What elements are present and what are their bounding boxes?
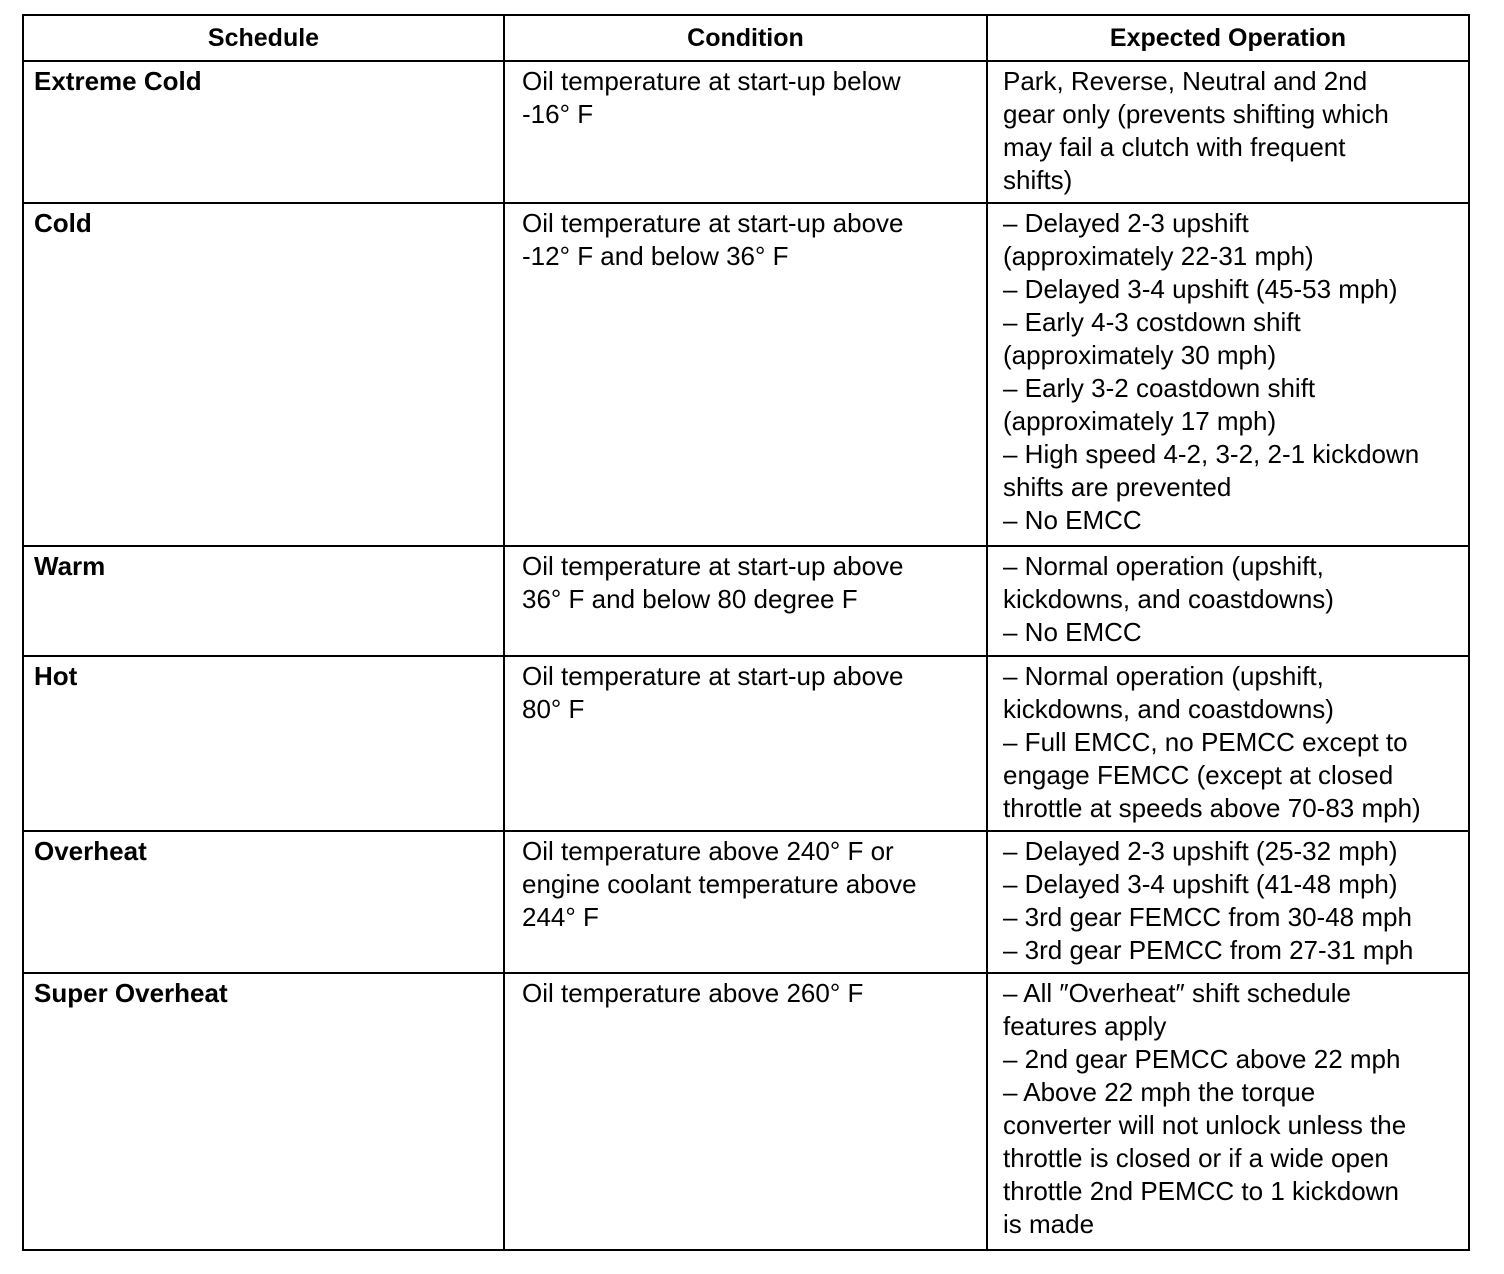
- operation-cell: – Normal operation (upshift, kickdowns, and coastdowns) – Full EMCC, no PEMCC except to engage FEMCC (except at closed throttle at speeds above 70-83 mph): [987, 656, 1469, 831]
- condition-cell: Oil temperature at start-up above 80° F: [504, 656, 987, 831]
- condition-cell: Oil temperature at start-up above 36° F and below 80 degree F: [504, 546, 987, 656]
- schedule-cell: Hot: [23, 656, 504, 831]
- operation-cell: – All ″Overheat″ shift schedule features apply – 2nd gear PEMCC above 22 mph – Above 22 mph the torque converter will not unlock unless the throttle is closed or if a wide open throttle 2nd PEMCC to 1 kickdown is made: [987, 973, 1469, 1250]
- operation-cell: – Normal operation (upshift, kickdowns, and coastdowns) – No EMCC: [987, 546, 1469, 656]
- header-row: [23, 15, 1469, 61]
- schedule-cell: Cold: [23, 203, 504, 546]
- operation-cell: – Delayed 2-3 upshift (25-32 mph) – Delayed 3-4 upshift (41-48 mph) – 3rd gear FEMCC from 30-48 mph – 3rd gear PEMCC from 27-31 mph: [987, 831, 1469, 973]
- schedule-cell: Super Overheat: [23, 973, 504, 1250]
- operation-cell: – Delayed 2-3 upshift (approximately 22-31 mph) – Delayed 3-4 upshift (45-53 mph) – Early 4-3 costdown shift (approximately 30 mph) – Early 3-2 coastdown shift (approximately 17 mph) – High speed 4-2, 3-2, 2-1 kickdown shifts are prevented – No EMCC: [987, 203, 1469, 546]
- shift-schedule-table: [22, 14, 1470, 1251]
- schedule-cell: Warm: [23, 546, 504, 656]
- schedule-cell: Extreme Cold: [23, 61, 504, 203]
- condition-cell: Oil temperature above 260° F: [504, 973, 987, 1250]
- header-expected-operation: Expected Operation: [987, 15, 1469, 61]
- operation-cell: Park, Reverse, Neutral and 2nd gear only (prevents shifting which may fail a clutch with frequent shifts): [987, 61, 1469, 203]
- condition-cell: Oil temperature at start-up above -12° F and below 36° F: [504, 203, 987, 546]
- table-row: [23, 61, 1469, 203]
- header-condition: Condition: [504, 15, 987, 61]
- schedule-cell: Overheat: [23, 831, 504, 973]
- table-row: [23, 973, 1469, 1250]
- table-row: [23, 656, 1469, 831]
- condition-cell: Oil temperature at start-up below -16° F: [504, 61, 987, 203]
- table-row: [23, 203, 1469, 546]
- table-row: [23, 546, 1469, 656]
- condition-cell: Oil temperature above 240° F or engine coolant temperature above 244° F: [504, 831, 987, 973]
- table-row: [23, 831, 1469, 973]
- header-schedule: Schedule: [23, 15, 504, 61]
